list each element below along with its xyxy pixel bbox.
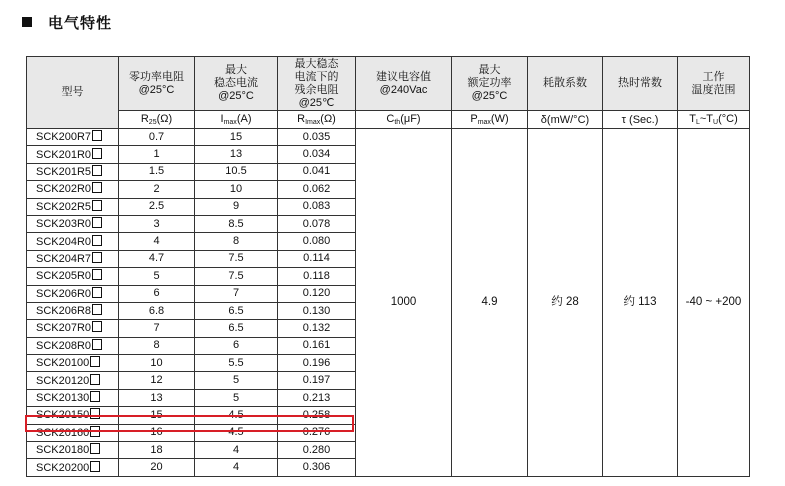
r25-cell: 18 bbox=[119, 442, 195, 459]
unit-pmax: $P_{max}(W)$ bbox=[452, 111, 528, 129]
r25-cell: 20 bbox=[119, 459, 195, 476]
model-cell: SCK202R5 bbox=[27, 198, 119, 215]
header-dissipation-coefficient: 耗散系数 bbox=[528, 57, 603, 111]
imax-cell: 13 bbox=[195, 146, 278, 163]
header-model: 型号 bbox=[27, 57, 119, 129]
header-line: 最大 bbox=[225, 64, 247, 76]
r25-cell: 15 bbox=[119, 407, 195, 424]
pmax-shared-cell: 4.9 bbox=[452, 129, 528, 477]
imax-cell: 6.5 bbox=[195, 302, 278, 319]
empty-box-icon bbox=[90, 356, 100, 367]
rimax-cell: 0.132 bbox=[278, 320, 356, 337]
empty-box-icon bbox=[92, 130, 102, 141]
imax-cell: 5 bbox=[195, 389, 278, 406]
empty-box-icon bbox=[92, 148, 102, 159]
imax-cell: 10 bbox=[195, 181, 278, 198]
empty-box-icon bbox=[90, 391, 100, 402]
header-line: @25℃ bbox=[298, 96, 335, 109]
imax-cell: 4.5 bbox=[195, 407, 278, 424]
rimax-cell: 0.078 bbox=[278, 215, 356, 232]
empty-box-icon bbox=[92, 217, 102, 228]
model-cell: SCK204R7 bbox=[27, 250, 119, 267]
header-line: 温度范围 bbox=[691, 83, 736, 96]
imax-cell: 7.5 bbox=[195, 250, 278, 267]
square-bullet-icon bbox=[22, 17, 32, 27]
imax-cell: 7.5 bbox=[195, 268, 278, 285]
imax-cell: 5 bbox=[195, 372, 278, 389]
unit-rimax: $R_{Imax}(\Omega)$ bbox=[278, 111, 356, 129]
empty-box-icon bbox=[90, 443, 100, 454]
r25-cell: 2.5 bbox=[119, 198, 195, 215]
empty-box-icon bbox=[90, 461, 100, 472]
header-max-steady-current bbox=[195, 57, 278, 111]
rimax-cell: 0.035 bbox=[278, 129, 356, 146]
r25-cell: 6.8 bbox=[119, 302, 195, 319]
r25-cell: 12 bbox=[119, 372, 195, 389]
rimax-cell: 0.196 bbox=[278, 355, 356, 372]
unit-delta: δ(mW/°C) bbox=[528, 111, 603, 129]
empty-box-icon bbox=[92, 200, 102, 211]
r25-cell: 1.5 bbox=[119, 163, 195, 180]
r25-cell: 7 bbox=[119, 320, 195, 337]
r25-cell: 1 bbox=[119, 146, 195, 163]
r25-cell: 2 bbox=[119, 181, 195, 198]
unit-temp: $T_L\sim T_U(^\circ C)$ bbox=[678, 111, 750, 129]
model-cell: SCK206R0 bbox=[27, 285, 119, 302]
model-cell: SCK204R0 bbox=[27, 233, 119, 250]
model-cell: SCK203R0 bbox=[27, 215, 119, 232]
rimax-cell: 0.258 bbox=[278, 407, 356, 424]
header-thermal-time-constant: 热时常数 bbox=[603, 57, 678, 111]
model-cell: SCK205R0 bbox=[27, 268, 119, 285]
imax-cell: 15 bbox=[195, 129, 278, 146]
empty-box-icon bbox=[92, 339, 102, 350]
header-line: @240Vac bbox=[379, 83, 428, 96]
header-zero-power-resistance bbox=[119, 57, 195, 111]
imax-cell: 9 bbox=[195, 198, 278, 215]
r25-cell: 3 bbox=[119, 215, 195, 232]
unit-row bbox=[27, 111, 750, 129]
header-line: @25°C bbox=[471, 90, 508, 102]
model-cell: SCK20200 bbox=[27, 459, 119, 476]
r25-cell: 6 bbox=[119, 285, 195, 302]
header-line: 最大稳态 bbox=[294, 57, 339, 70]
header-recommended-capacitance bbox=[356, 57, 452, 111]
model-cell: SCK206R8 bbox=[27, 302, 119, 319]
header-line: 额定功率 bbox=[467, 77, 512, 89]
imax-cell: 4 bbox=[195, 459, 278, 476]
rimax-cell: 0.276 bbox=[278, 424, 356, 441]
section-title: 电气特性 bbox=[48, 13, 113, 32]
delta-shared-cell: 约 28 bbox=[528, 129, 603, 477]
empty-box-icon bbox=[92, 235, 102, 246]
model-cell: SCK20160 bbox=[27, 424, 119, 441]
unit-cth: $C_{th}(\mu F)$ bbox=[356, 111, 452, 129]
imax-cell: 8 bbox=[195, 233, 278, 250]
r25-cell: 8 bbox=[119, 337, 195, 354]
rimax-cell: 0.080 bbox=[278, 233, 356, 250]
unit-r25: $R_{25}(\Omega)$ bbox=[119, 111, 195, 129]
r25-cell: 16 bbox=[119, 424, 195, 441]
header-line: 电流下的 bbox=[294, 70, 339, 83]
empty-box-icon bbox=[92, 252, 102, 263]
rimax-cell: 0.034 bbox=[278, 146, 356, 163]
rimax-cell: 0.161 bbox=[278, 337, 356, 354]
model-cell: SCK207R0 bbox=[27, 320, 119, 337]
unit-imax: $I_{max}(A)$ bbox=[195, 111, 278, 129]
model-cell: SCK208R0 bbox=[27, 337, 119, 354]
rimax-cell: 0.130 bbox=[278, 302, 356, 319]
cth-shared-cell: 1000 bbox=[356, 129, 452, 477]
tau-shared-cell: 约 113 bbox=[603, 129, 678, 477]
r25-cell: 0.7 bbox=[119, 129, 195, 146]
r25-cell: 10 bbox=[119, 355, 195, 372]
empty-box-icon bbox=[92, 287, 102, 298]
model-cell: SCK20180 bbox=[27, 442, 119, 459]
model-cell: SCK20150 bbox=[27, 407, 119, 424]
empty-box-icon bbox=[90, 408, 100, 419]
empty-box-icon bbox=[92, 304, 102, 315]
header-line: @25°C bbox=[138, 83, 175, 96]
header-line: 工作 bbox=[702, 70, 725, 83]
temp-shared-cell: -40 ~ +200 bbox=[678, 129, 750, 477]
imax-cell: 5.5 bbox=[195, 355, 278, 372]
empty-box-icon bbox=[92, 182, 102, 193]
rimax-cell: 0.213 bbox=[278, 389, 356, 406]
header-operating-temp bbox=[678, 57, 750, 111]
rimax-cell: 0.118 bbox=[278, 268, 356, 285]
imax-cell: 8.5 bbox=[195, 215, 278, 232]
header-max-rated-power bbox=[452, 57, 528, 111]
rimax-cell: 0.120 bbox=[278, 285, 356, 302]
model-cell: SCK200R7 bbox=[27, 129, 119, 146]
r25-cell: 4 bbox=[119, 233, 195, 250]
model-cell: SCK201R5 bbox=[27, 163, 119, 180]
header-line: 建议电容值 bbox=[376, 70, 431, 83]
rimax-cell: 0.197 bbox=[278, 372, 356, 389]
r25-cell: 13 bbox=[119, 389, 195, 406]
r25-cell: 4.7 bbox=[119, 250, 195, 267]
imax-cell: 7 bbox=[195, 285, 278, 302]
header-row bbox=[27, 57, 750, 111]
header-residual-resistance bbox=[278, 57, 356, 111]
empty-box-icon bbox=[92, 321, 102, 332]
r25-cell: 5 bbox=[119, 268, 195, 285]
header-line: @25°C bbox=[218, 90, 254, 102]
model-cell: SCK20130 bbox=[27, 389, 119, 406]
header-line: 稳态电流 bbox=[214, 77, 258, 89]
empty-box-icon bbox=[92, 165, 102, 176]
model-cell: SCK202R0 bbox=[27, 181, 119, 198]
header-line: 零功率电阻 bbox=[129, 70, 184, 83]
model-cell: SCK20100 bbox=[27, 355, 119, 372]
electrical-characteristics-table bbox=[26, 56, 750, 477]
model-cell: SCK201R0 bbox=[27, 146, 119, 163]
table-body bbox=[27, 129, 750, 477]
header-line: 最大 bbox=[478, 64, 501, 76]
empty-box-icon bbox=[90, 426, 100, 437]
imax-cell: 4.5 bbox=[195, 424, 278, 441]
rimax-cell: 0.114 bbox=[278, 250, 356, 267]
unit-tau: τ (Sec.) bbox=[603, 111, 678, 129]
empty-box-icon bbox=[90, 374, 100, 385]
imax-cell: 6 bbox=[195, 337, 278, 354]
section-heading bbox=[22, 11, 112, 33]
header-line: 残余电阻 bbox=[294, 83, 339, 96]
rimax-cell: 0.280 bbox=[278, 442, 356, 459]
rimax-cell: 0.041 bbox=[278, 163, 356, 180]
empty-box-icon bbox=[92, 269, 102, 280]
imax-cell: 10.5 bbox=[195, 163, 278, 180]
rimax-cell: 0.083 bbox=[278, 198, 356, 215]
imax-cell: 4 bbox=[195, 442, 278, 459]
rimax-cell: 0.062 bbox=[278, 181, 356, 198]
rimax-cell: 0.306 bbox=[278, 459, 356, 476]
table-row bbox=[27, 129, 750, 146]
model-cell: SCK20120 bbox=[27, 372, 119, 389]
imax-cell: 6.5 bbox=[195, 320, 278, 337]
